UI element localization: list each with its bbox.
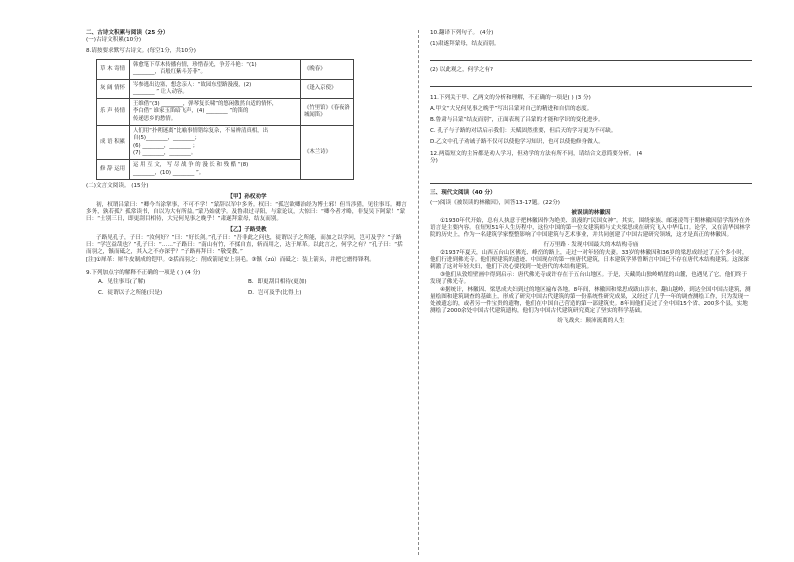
category-cell: 修 辞 运用 [97, 160, 130, 180]
content-line: (6) ________，________ ； [133, 142, 198, 149]
source-cell: 《木兰诗》 [301, 126, 354, 180]
content-cell [130, 160, 301, 180]
passage-yi: 子路见孔子，子曰：“汝何好？”曰：“好长剑。”孔子曰：“吾非此之问也，徒谓以子之所能，而加之以学问，岂可及乎？”子路曰：“学岂益哉也？”孔子曰：“……”子路曰：“南山有竹，不揉自直，斩而用之，达于犀革。以此言之，何学之有？”孔子曰：“括而羽之，镞而砥之，其入之不亦深乎？”子路再拜曰：“敬受教。” [86, 234, 403, 255]
question-9: 9.下列加点字的解释不正确的一项是 ( ) (4 分) [86, 269, 201, 276]
subheading-2: 纷飞战火：颠沛流离的人生 [557, 317, 625, 324]
content-cell [130, 79, 301, 99]
subheading-1: 行万里路 · 发现中国最大的木结构寺庙 [543, 241, 639, 248]
paragraph-4: ④据统计，林徽因、梁思成夫妇到过的地区遍布各地。8年间，林徽因和梁思成跋山涉水，翻山越岭，到达全国中国古建筑，测量绘图和建筑调查的基础上，形成了研究中国古代建筑的第一份系统性研究成果，又经过了几乎一年的调查测绘工作，只为发现一处被遗忘的，或者另一件宝贵的遗物，他们在中国自己营造的第一部建筑史。8年间他们走过了全中国15个省、200多个县，实地测绘了2000余处中国古代建筑遗构，他们为中国古代建筑研究奠定了坚实的科学基础。 [430, 286, 751, 314]
question-10-2: (2) 以此观之，何学之有? [430, 66, 494, 73]
category-cell: 灰 阔 情怀 [97, 79, 130, 99]
source-cell: 《竹里馆》《春夜洛城闻笛》 [301, 99, 354, 126]
passage-title-yi: 【乙】子路受教 [227, 226, 267, 233]
category-cell: 成 语 积累 [97, 126, 130, 160]
option-c: C．徒谓以子之所能(只是) [98, 289, 163, 296]
question-9-options [98, 279, 408, 297]
part-title: (一)阅读《被误读的林徽因》，回答13-17题。(22分) [430, 199, 560, 206]
source-cell: 《晚春》 [301, 59, 354, 79]
content-line: ________，(10) ________ ”。 [133, 169, 205, 176]
content-cell [130, 59, 301, 79]
category-cell: 乐 声 传情 [97, 99, 130, 126]
question-10-1: (1)肃遂拜蒙母，结友而别。 [430, 40, 500, 47]
content-line: (7) ________，________。 [133, 149, 197, 156]
part-title: (二)文言文阅读。 (15分) [86, 182, 149, 189]
table-row [97, 99, 354, 126]
article-title: 被误读的林徽因 [571, 209, 611, 216]
content-line: ________，百般红紫斗芳菲”。 [133, 69, 206, 76]
column-divider [418, 30, 419, 555]
question-12: 12.两篇短文的主旨都是劝人学习，但劝学的方法有所不同，请结合文意简要分析。 (4 [430, 150, 643, 157]
question-10: 10.翻译下列句子。 (4分) [430, 30, 494, 36]
passage-jia: 初，权谓吕蒙曰：“卿今当涂掌事，不可不学！”蒙辞以军中多务。权曰：“孤岂欲卿治经为博士邪！但当涉猎，见往事耳。卿言多务，孰若孤？孤常读书，自以为大有所益。”蒙乃始就学。及鲁肃过寻阳，与蒙论议，大惊曰：“卿今者才略，非复吴下阿蒙！”蒙曰：“士别三日，即更刮目相待，大兄何见事之晚乎！”肃遂拜蒙母，结友而别。 [86, 201, 407, 222]
content-line: 韩愈笔下草木传播有情，珍惜春光，争芳斗艳：“(1) [133, 61, 257, 68]
question-12-cont: 分) [430, 157, 438, 164]
option-b: B.鲁肃与吕蒙“结友而别”，正面表现了吕蒙的才能和学识的变化进步。 [430, 116, 604, 123]
content-line: 传递思乡的愁情。 [133, 115, 177, 122]
content-line: 运 用 互 文， 写 尽 战 争 的 漫 长 和 残 酷 “(8) [133, 162, 249, 169]
right-column [430, 30, 752, 325]
table-row [97, 126, 354, 160]
section-title: 三、现代文阅读（40 分） [430, 189, 496, 196]
content-line: 王维借“(3) ________，弹琴复长啸”的悠闲傲然自适的情怀， [133, 101, 278, 108]
question-8: 8.请按要求默写古诗文。(每空1分，共10分) [86, 47, 196, 54]
option-a: A．见往事耳(了解) [98, 278, 146, 285]
section-title: 二、古诗文积累与阅读（25 分） [86, 30, 169, 36]
part-title: (一)古诗文积累(10分) [86, 36, 142, 43]
paragraph-2: ②1937年夏天，山西五台山区佛光、峰峦的路上，走过一对年轻的夫妻。33岁的林徽因和36岁的梁思成经过了五个多小时，他们行进到佛光寺。他们便建筑的遗迹、中国现存的第一座唐代建筑，日本建筑学界曾断言中国已不存在唐代木结构建筑。这深深刺激了这对年轻夫妇，他们下决心要找到一处唐代的木结构建筑。 [430, 249, 749, 270]
content-line: ________ ” 让人动容。 [133, 88, 188, 95]
table-row [97, 59, 354, 79]
category-cell: 草 木 寄情 [97, 59, 130, 79]
content-cell [130, 126, 301, 160]
passage-note: [注]①犀革：犀牛皮制成的铠甲。②括而羽之：削成箭尾安上羽毛。③镞（zú）而砥之：装上箭头，并把它磨得锋利。 [86, 256, 375, 263]
source-cell: 《逢入京使》 [301, 79, 354, 99]
answer-line [430, 86, 752, 87]
answer-line [430, 183, 752, 184]
question-11: 11.下列关于甲、乙两文的分析和理解，不正确的一项是( ) (3 分) [430, 94, 591, 101]
option-a: A.甲文“大兄何见事之晚乎”写出吕蒙对自己的精进和自信的态度。 [430, 105, 593, 112]
content-line: 李白借“ 谁家玉笛暗飞声，(4) ________ ”的笛的 [133, 108, 249, 115]
passage-title-jia: 【甲】孙权劝学 [227, 193, 267, 200]
content-cell [130, 99, 301, 126]
content-line: 岑参逃出边塞，想念亲人：“故园东望路漫漫，(2) [133, 81, 252, 88]
left-column [86, 30, 408, 297]
option-d: D．岂可及乎(比得上) [248, 289, 302, 296]
content-line: 人们用“扑朔迷离”比喻事情错综复杂，不易辨清真相，出 [133, 128, 268, 135]
content-line: 自(5)________，________； [133, 135, 200, 142]
poem-table [96, 59, 354, 180]
paragraph-1: ①1930年代开始，总有人执意于把林徽因作为绝美、浪漫的“民国女神”。其实，围绕家族、邮迷凌驾于期林徽因留学海外在外语言是主要内容。在短短51年人生历程中，这位中国的第一位女建筑师与丈夫梁思成在研究飞入中华瓜口。论学，又在清华国林学院的历史上，作为一名建筑学家整整影响了中国建筑与艺术事业，并共同创建了中国古建研究领域，这才是真正的林徽因。 [430, 217, 751, 238]
answer-line [430, 60, 752, 61]
paragraph-3: ③他们从敦煌壁画中得到启示：唐代佛光寺或许存在于五台山地区。于是，天藏尚山独岭峭崖的山麓，也遇见了它，他们终于发现了佛光寺。 [430, 271, 748, 285]
option-c: C. 孔子与子路的对话启示我们：天赋固然重要，但后天的学习更为不可缺。 [430, 127, 617, 134]
option-b: B．即更刮目相待(更加) [248, 278, 307, 285]
option-d: D.乙文中孔子劝诫子路不仅可以使他学习知识，也可以使他修身做人。 [430, 138, 604, 145]
table-row [97, 79, 354, 99]
